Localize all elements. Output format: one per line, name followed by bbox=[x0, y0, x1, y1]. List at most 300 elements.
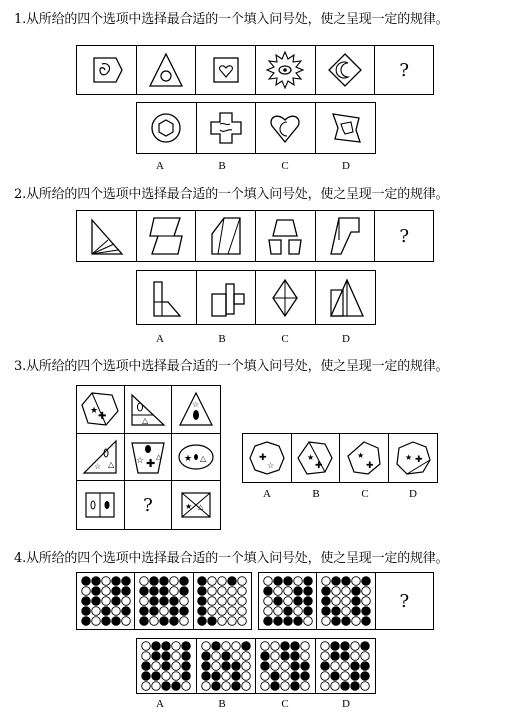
grid-dot bbox=[293, 617, 302, 626]
grid-dot bbox=[271, 652, 280, 661]
svg-text:△: △ bbox=[108, 459, 115, 469]
grid-dot bbox=[351, 662, 360, 671]
grid-dot bbox=[281, 652, 290, 661]
grid-dot bbox=[331, 642, 340, 651]
q4-unknown-cell bbox=[376, 573, 433, 629]
grid-dot bbox=[273, 577, 282, 586]
grid-dot bbox=[291, 672, 300, 681]
q3-matrix-unknown-cell bbox=[125, 481, 173, 529]
grid-dot bbox=[228, 587, 237, 596]
grid-dot bbox=[150, 577, 159, 586]
q4-options-row bbox=[136, 638, 376, 694]
q2-label-c: C bbox=[281, 333, 289, 345]
grid-dot bbox=[281, 682, 290, 691]
grid-dot bbox=[140, 577, 149, 586]
q1-option-a[interactable] bbox=[137, 103, 197, 153]
grid-dot bbox=[238, 617, 247, 626]
grid-dot bbox=[361, 672, 370, 681]
grid-dot bbox=[142, 642, 151, 651]
q1-sequence-row bbox=[76, 45, 434, 95]
grid-dot bbox=[101, 587, 110, 596]
grid-dot bbox=[211, 642, 220, 651]
grid-dot bbox=[81, 607, 90, 616]
grid-dot bbox=[211, 672, 220, 681]
grid-dot bbox=[170, 587, 179, 596]
grid-dot bbox=[283, 597, 292, 606]
grid-dot bbox=[362, 587, 371, 596]
grid-dot bbox=[271, 682, 280, 691]
grid-dot bbox=[321, 682, 330, 691]
q4-figure-1 bbox=[77, 573, 135, 629]
grid-dot bbox=[228, 597, 237, 606]
grid-dot bbox=[198, 607, 207, 616]
svg-text:★: ★ bbox=[307, 453, 315, 462]
grid-dot bbox=[160, 577, 169, 586]
grid-dot bbox=[182, 642, 191, 651]
q2-question-mark: ? bbox=[399, 225, 410, 247]
grid-dot bbox=[142, 662, 151, 671]
grid-dot bbox=[170, 597, 179, 606]
q1-option-d[interactable] bbox=[316, 103, 376, 153]
grid-dot bbox=[291, 682, 300, 691]
grid-dot bbox=[208, 617, 217, 626]
grid-dot bbox=[91, 587, 100, 596]
q3-matrix bbox=[76, 385, 221, 530]
grid-dot bbox=[341, 682, 350, 691]
grid-dot bbox=[341, 652, 350, 661]
grid-dot bbox=[322, 587, 331, 596]
grid-dot bbox=[162, 642, 171, 651]
grid-dot bbox=[142, 652, 151, 661]
q2-figure-5 bbox=[316, 211, 376, 261]
grid-dot bbox=[351, 672, 360, 681]
q3-matrix-cell-5 bbox=[125, 434, 173, 482]
svg-text:✚: ✚ bbox=[145, 456, 156, 470]
grid-dot bbox=[303, 587, 312, 596]
svg-text:✚: ✚ bbox=[414, 455, 423, 465]
grid-dot bbox=[352, 587, 361, 596]
q3-matrix-cell-9 bbox=[172, 481, 220, 529]
grid-dot bbox=[201, 672, 210, 681]
svg-text:★: ★ bbox=[356, 451, 364, 460]
grid-dot bbox=[352, 577, 361, 586]
grid-dot bbox=[351, 682, 360, 691]
q4-label-a: A bbox=[156, 698, 164, 710]
grid-dot bbox=[263, 607, 272, 616]
grid-dot bbox=[101, 607, 110, 616]
grid-dot bbox=[293, 577, 302, 586]
grid-dot bbox=[283, 587, 292, 596]
grid-dot bbox=[241, 642, 250, 651]
q2-figure-2 bbox=[137, 211, 197, 261]
grid-dot bbox=[331, 672, 340, 681]
q3-matrix-cell-1 bbox=[77, 386, 125, 434]
grid-dot bbox=[281, 672, 290, 681]
grid-dot bbox=[140, 607, 149, 616]
grid-dot bbox=[362, 617, 371, 626]
grid-dot bbox=[218, 597, 227, 606]
grid-dot bbox=[180, 587, 189, 596]
q3-label-a: A bbox=[263, 488, 271, 500]
grid-dot bbox=[140, 597, 149, 606]
grid-dot bbox=[121, 617, 130, 626]
grid-dot bbox=[351, 642, 360, 651]
q2-option-d[interactable] bbox=[316, 271, 376, 324]
q3-matrix-cell-3 bbox=[172, 386, 220, 434]
grid-dot bbox=[81, 587, 90, 596]
svg-text:△: △ bbox=[155, 452, 162, 461]
grid-dot bbox=[218, 617, 227, 626]
q3-matrix-cell-4 bbox=[77, 434, 125, 482]
grid-dot bbox=[238, 597, 247, 606]
grid-dot bbox=[291, 642, 300, 651]
q4-sequence-row-left bbox=[76, 572, 252, 630]
grid-dot bbox=[283, 607, 292, 616]
grid-dot bbox=[263, 577, 272, 586]
grid-dot bbox=[152, 672, 161, 681]
q4-figure-2 bbox=[135, 573, 193, 629]
grid-dot bbox=[91, 617, 100, 626]
grid-dot bbox=[208, 587, 217, 596]
grid-dot bbox=[322, 597, 331, 606]
q3-option-a[interactable] bbox=[243, 434, 292, 482]
question-1-title: 1.从所给的四个选项中选择最合适的一个填入问号处，使之呈现一定的规律。 bbox=[14, 12, 449, 27]
grid-dot bbox=[162, 662, 171, 671]
grid-dot bbox=[111, 617, 120, 626]
grid-dot bbox=[150, 617, 159, 626]
grid-dot bbox=[198, 597, 207, 606]
grid-dot bbox=[160, 587, 169, 596]
q3-label-b: B bbox=[312, 488, 320, 500]
grid-dot bbox=[140, 617, 149, 626]
q2-figure-3 bbox=[196, 211, 256, 261]
grid-dot bbox=[263, 597, 272, 606]
q2-option-c[interactable] bbox=[256, 271, 316, 324]
question-2-title: 2.从所给的四个选项中选择最合适的一个填入问号处，使之呈现一定的规律。 bbox=[14, 187, 449, 202]
q3-matrix-cell-2 bbox=[125, 386, 173, 434]
q4-figure-3 bbox=[194, 573, 251, 629]
grid-dot bbox=[332, 597, 341, 606]
svg-text:✚: ✚ bbox=[98, 411, 107, 423]
q4-figure-4 bbox=[259, 573, 317, 629]
grid-dot bbox=[341, 672, 350, 681]
grid-dot bbox=[301, 662, 310, 671]
svg-text:△: △ bbox=[200, 453, 207, 463]
q4-option-b[interactable] bbox=[197, 639, 257, 693]
grid-dot bbox=[221, 682, 230, 691]
grid-dot bbox=[332, 607, 341, 616]
grid-dot bbox=[160, 617, 169, 626]
q3-option-c[interactable] bbox=[340, 434, 389, 482]
grid-dot bbox=[142, 672, 151, 681]
grid-dot bbox=[261, 642, 270, 651]
grid-dot bbox=[263, 587, 272, 596]
grid-dot bbox=[362, 597, 371, 606]
grid-dot bbox=[231, 652, 240, 661]
grid-dot bbox=[231, 682, 240, 691]
grid-dot bbox=[201, 662, 210, 671]
grid-dot bbox=[341, 662, 350, 671]
grid-dot bbox=[211, 682, 220, 691]
grid-dot bbox=[283, 617, 292, 626]
grid-dot bbox=[322, 577, 331, 586]
grid-dot bbox=[152, 662, 161, 671]
grid-dot bbox=[321, 662, 330, 671]
grid-dot bbox=[361, 682, 370, 691]
q2-option-a[interactable] bbox=[137, 271, 197, 324]
grid-dot bbox=[101, 577, 110, 586]
q3-options-row bbox=[242, 433, 438, 483]
grid-dot bbox=[221, 642, 230, 651]
grid-dot bbox=[321, 642, 330, 651]
grid-dot bbox=[231, 642, 240, 651]
grid-dot bbox=[261, 682, 270, 691]
grid-dot bbox=[218, 577, 227, 586]
q4-label-b: B bbox=[218, 698, 226, 710]
q1-label-b: B bbox=[218, 160, 226, 172]
grid-dot bbox=[150, 607, 159, 616]
grid-dot bbox=[152, 642, 161, 651]
grid-dot bbox=[172, 672, 181, 681]
q2-label-b: B bbox=[218, 333, 226, 345]
grid-dot bbox=[241, 652, 250, 661]
grid-dot bbox=[231, 662, 240, 671]
grid-dot bbox=[322, 617, 331, 626]
q1-figure-5 bbox=[316, 46, 376, 94]
q4-label-c: C bbox=[281, 698, 289, 710]
grid-dot bbox=[182, 682, 191, 691]
grid-dot bbox=[162, 672, 171, 681]
grid-dot bbox=[361, 662, 370, 671]
q3-label-c: C bbox=[361, 488, 369, 500]
grid-dot bbox=[332, 587, 341, 596]
q4-option-d[interactable] bbox=[316, 639, 376, 693]
q2-unknown-cell bbox=[375, 211, 433, 261]
grid-dot bbox=[342, 587, 351, 596]
grid-dot bbox=[160, 607, 169, 616]
grid-dot bbox=[331, 652, 340, 661]
grid-dot bbox=[241, 682, 250, 691]
grid-dot bbox=[271, 662, 280, 671]
svg-text:★: ★ bbox=[404, 453, 412, 462]
q4-option-c[interactable] bbox=[256, 639, 316, 693]
q3-label-d: D bbox=[409, 488, 417, 500]
question-3-title: 3.从所给的四个选项中选择最合适的一个填入问号处，使之呈现一定的规律。 bbox=[14, 359, 449, 374]
grid-dot bbox=[121, 607, 130, 616]
q2-figure-4 bbox=[256, 211, 316, 261]
grid-dot bbox=[331, 662, 340, 671]
q4-sequence-row-right bbox=[258, 572, 434, 630]
q3-option-d[interactable] bbox=[389, 434, 438, 482]
grid-dot bbox=[81, 577, 90, 586]
grid-dot bbox=[303, 617, 312, 626]
grid-dot bbox=[303, 597, 312, 606]
grid-dot bbox=[303, 607, 312, 616]
q1-option-c[interactable] bbox=[256, 103, 316, 153]
grid-dot bbox=[208, 597, 217, 606]
grid-dot bbox=[352, 617, 361, 626]
grid-dot bbox=[121, 577, 130, 586]
q4-label-d: D bbox=[342, 698, 350, 710]
svg-text:★: ★ bbox=[185, 502, 193, 512]
grid-dot bbox=[172, 642, 181, 651]
grid-dot bbox=[351, 652, 360, 661]
svg-text:✚: ✚ bbox=[258, 453, 267, 463]
grid-dot bbox=[241, 672, 250, 681]
grid-dot bbox=[273, 607, 282, 616]
svg-text:✚: ✚ bbox=[315, 461, 323, 471]
grid-dot bbox=[121, 597, 130, 606]
grid-dot bbox=[261, 652, 270, 661]
svg-text:△: △ bbox=[198, 503, 204, 512]
q2-label-a: A bbox=[156, 333, 164, 345]
grid-dot bbox=[362, 577, 371, 586]
svg-text:☆: ☆ bbox=[135, 455, 145, 466]
grid-dot bbox=[342, 617, 351, 626]
grid-dot bbox=[160, 597, 169, 606]
grid-dot bbox=[152, 652, 161, 661]
grid-dot bbox=[342, 577, 351, 586]
grid-dot bbox=[91, 597, 100, 606]
q3-matrix-cell-6 bbox=[172, 434, 220, 482]
q4-figure-5 bbox=[317, 573, 375, 629]
grid-dot bbox=[283, 577, 292, 586]
grid-dot bbox=[211, 652, 220, 661]
grid-dot bbox=[261, 662, 270, 671]
grid-dot bbox=[101, 597, 110, 606]
grid-dot bbox=[182, 652, 191, 661]
grid-dot bbox=[238, 587, 247, 596]
q1-figure-2 bbox=[137, 46, 197, 94]
grid-dot bbox=[172, 682, 181, 691]
grid-dot bbox=[170, 607, 179, 616]
grid-dot bbox=[228, 617, 237, 626]
grid-dot bbox=[301, 682, 310, 691]
q2-label-d: D bbox=[342, 333, 350, 345]
grid-dot bbox=[91, 607, 100, 616]
grid-dot bbox=[172, 662, 181, 671]
q1-label-d: D bbox=[342, 160, 350, 172]
grid-dot bbox=[198, 577, 207, 586]
grid-dot bbox=[218, 607, 227, 616]
grid-dot bbox=[172, 652, 181, 661]
q2-options-row bbox=[136, 270, 376, 325]
grid-dot bbox=[301, 642, 310, 651]
svg-text:✚: ✚ bbox=[365, 461, 374, 471]
grid-dot bbox=[361, 642, 370, 651]
grid-dot bbox=[198, 617, 207, 626]
grid-dot bbox=[221, 662, 230, 671]
grid-dot bbox=[322, 607, 331, 616]
q1-figure-3 bbox=[196, 46, 256, 94]
grid-dot bbox=[180, 617, 189, 626]
grid-dot bbox=[111, 577, 120, 586]
grid-dot bbox=[150, 587, 159, 596]
grid-dot bbox=[201, 652, 210, 661]
grid-dot bbox=[321, 652, 330, 661]
grid-dot bbox=[180, 577, 189, 586]
grid-dot bbox=[273, 597, 282, 606]
grid-dot bbox=[221, 672, 230, 681]
grid-dot bbox=[293, 607, 302, 616]
q2-sequence-row bbox=[76, 210, 434, 262]
grid-dot bbox=[150, 597, 159, 606]
grid-dot bbox=[301, 672, 310, 681]
grid-dot bbox=[218, 587, 227, 596]
grid-dot bbox=[170, 577, 179, 586]
q2-figure-1 bbox=[77, 211, 137, 261]
q1-label-c: C bbox=[281, 160, 289, 172]
grid-dot bbox=[301, 652, 310, 661]
grid-dot bbox=[81, 617, 90, 626]
grid-dot bbox=[162, 652, 171, 661]
grid-dot bbox=[321, 672, 330, 681]
grid-dot bbox=[293, 587, 302, 596]
grid-dot bbox=[303, 577, 312, 586]
grid-dot bbox=[91, 577, 100, 586]
grid-dot bbox=[111, 587, 120, 596]
grid-dot bbox=[208, 607, 217, 616]
grid-dot bbox=[281, 642, 290, 651]
grid-dot bbox=[271, 672, 280, 681]
grid-dot bbox=[263, 617, 272, 626]
q1-question-mark: ? bbox=[399, 59, 410, 81]
grid-dot bbox=[198, 587, 207, 596]
q1-unknown-cell bbox=[375, 46, 433, 94]
grid-dot bbox=[281, 662, 290, 671]
grid-dot bbox=[228, 607, 237, 616]
grid-dot bbox=[180, 607, 189, 616]
grid-dot bbox=[341, 642, 350, 651]
grid-dot bbox=[211, 662, 220, 671]
grid-dot bbox=[121, 587, 130, 596]
q1-figure-4 bbox=[256, 46, 316, 94]
svg-text:△: △ bbox=[141, 416, 149, 426]
grid-dot bbox=[182, 672, 191, 681]
grid-dot bbox=[228, 577, 237, 586]
svg-text:☆: ☆ bbox=[94, 461, 102, 471]
grid-dot bbox=[142, 682, 151, 691]
q3-option-b[interactable] bbox=[292, 434, 341, 482]
q4-option-a[interactable] bbox=[137, 639, 197, 693]
grid-dot bbox=[201, 642, 210, 651]
grid-dot bbox=[342, 607, 351, 616]
grid-dot bbox=[332, 577, 341, 586]
question-4-title: 4.从所给的四个选项中选择最合适的一个填入问号处，使之呈现一定的规律。 bbox=[14, 551, 449, 566]
svg-text:★: ★ bbox=[184, 453, 193, 464]
grid-dot bbox=[352, 607, 361, 616]
grid-dot bbox=[238, 607, 247, 616]
grid-dot bbox=[221, 652, 230, 661]
grid-dot bbox=[81, 597, 90, 606]
q1-options-row bbox=[136, 102, 376, 154]
q1-figure-1 bbox=[77, 46, 137, 94]
svg-text:★: ★ bbox=[90, 406, 99, 417]
grid-dot bbox=[111, 597, 120, 606]
grid-dot bbox=[271, 642, 280, 651]
grid-dot bbox=[342, 597, 351, 606]
q3-matrix-cell-7 bbox=[77, 481, 125, 529]
grid-dot bbox=[273, 617, 282, 626]
grid-dot bbox=[362, 607, 371, 616]
q2-option-b[interactable] bbox=[197, 271, 257, 324]
grid-dot bbox=[152, 682, 161, 691]
grid-dot bbox=[291, 662, 300, 671]
grid-dot bbox=[361, 652, 370, 661]
q4-question-mark: ? bbox=[399, 590, 410, 612]
q1-option-b[interactable] bbox=[197, 103, 257, 153]
grid-dot bbox=[162, 682, 171, 691]
